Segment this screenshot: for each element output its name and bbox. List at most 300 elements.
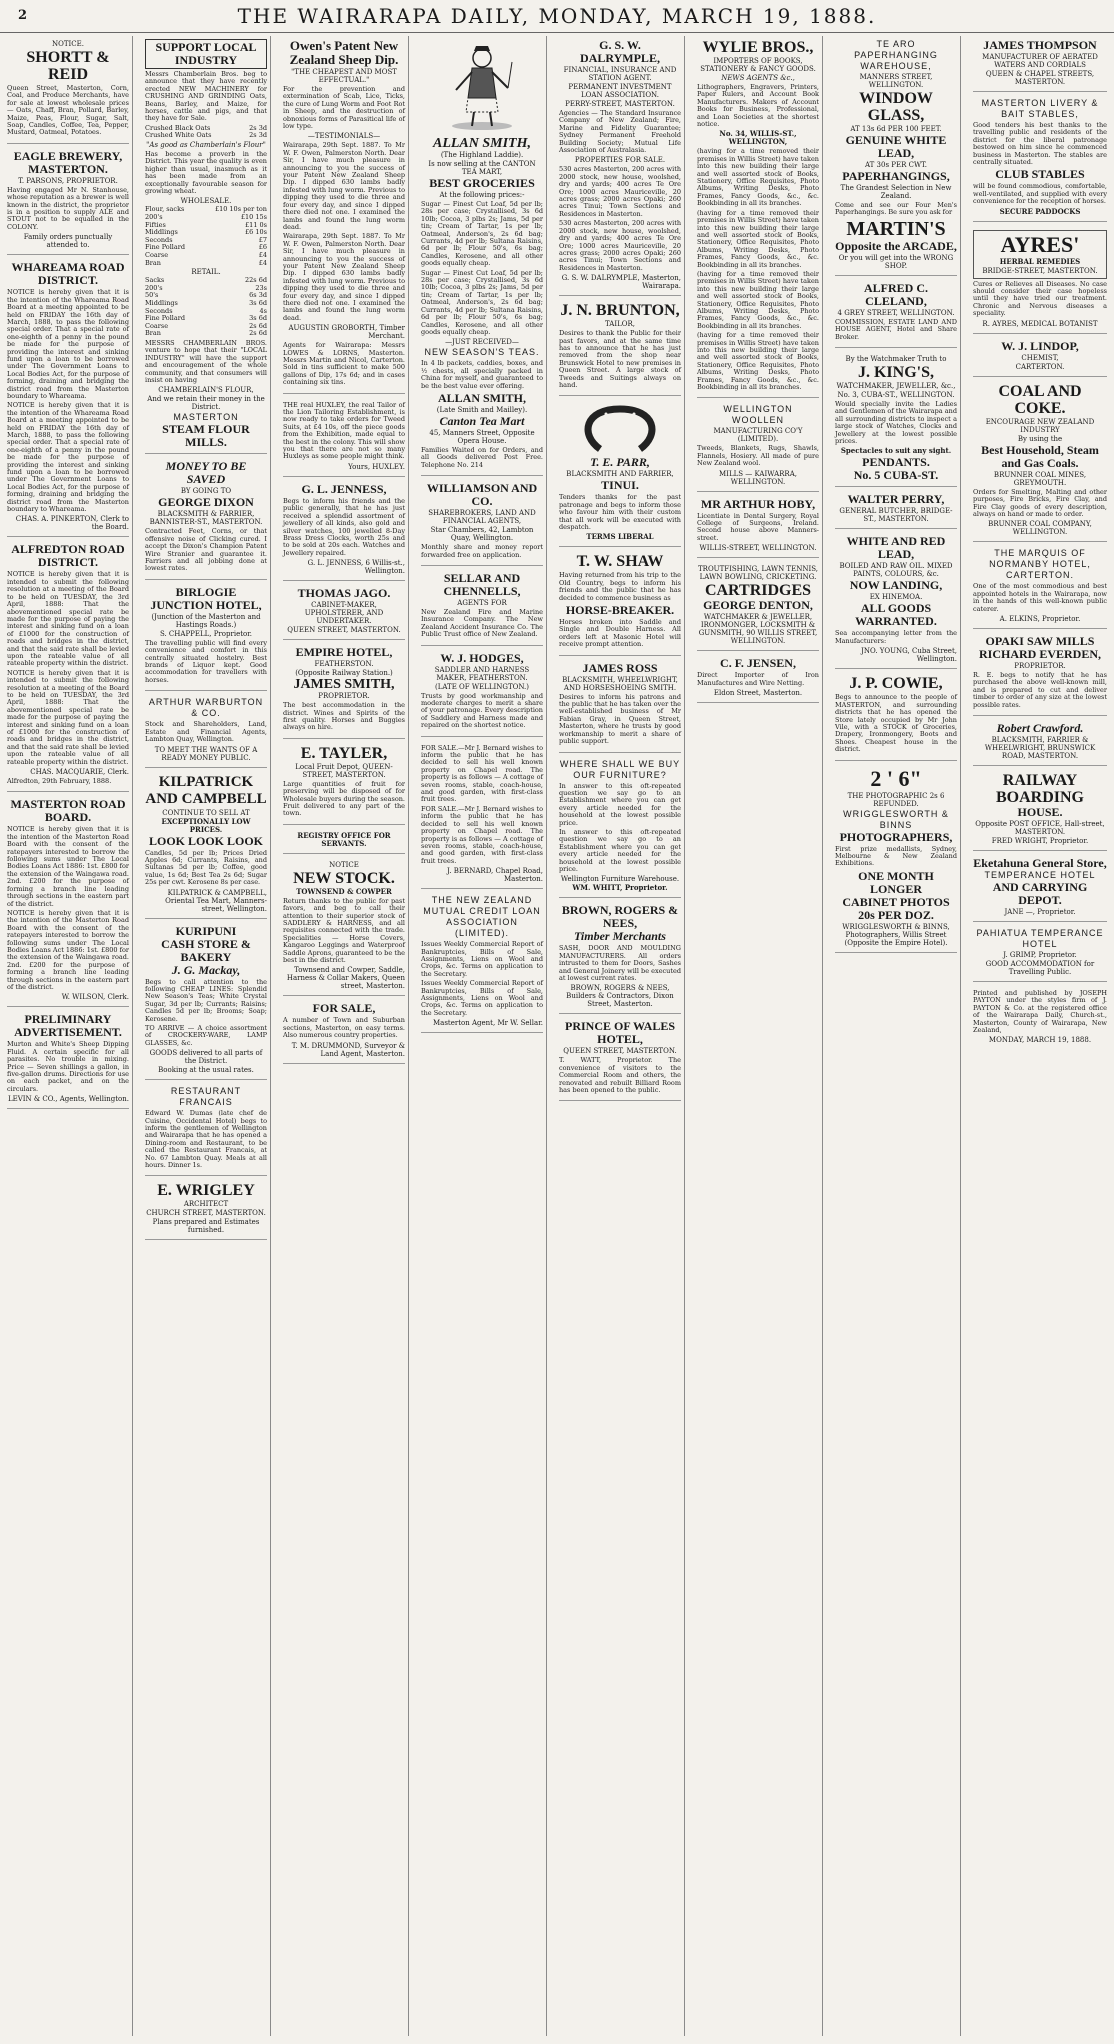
wrigley-ad [145,1179,267,1240]
crushed-item-name: Crushed White Oats [145,131,212,140]
new-season-teas: NEW SEASON'S TEAS. [424,347,540,358]
wylie-body: Lithographers, Engravers, Printers, Paper Rulers, and Account Book Manufacturers. Makers of Account Books for Business, Professional, and Loan Societies at the shortest notice. [697,83,819,129]
wholesale-item-name: Fine Pollard [145,243,186,252]
murton-white-ad [7,1010,129,1109]
empire-sub: (Opposite Railway Station.) [295,669,393,678]
teaoro-title: TE ARO PAPERHANGING WAREHOUSE, [854,39,938,71]
owens-sheep-dip-ad [283,36,405,394]
coal-sig: BRUNNER COAL COMPANY, WELLINGTON. [988,520,1092,537]
owens-testimonial-body-cont: Wairarapa, 29th Sept. 1887. To Mr W. F. Owen, Palmerston North. Dear Sir, I have much pleasure in announcing to you the success of your Patent New Zealand Sheep Dip. I dipped 630 lambs badly infested with lung worm. Previous to dipping they used to die three and four every day, and since I dipped there died not one. I examined the lambs and found the lung worm dead. [283,232,405,322]
paperhangings: PAPERHANGINGS, [842,169,950,183]
columns [4,36,1110,2036]
opaki-ad [973,632,1107,716]
brown-rogers-ad [559,901,681,1014]
fred-wright: FRED WRIGHT, Proprietor. [991,836,1089,845]
chamberlain-quote: "As good as Chamberlain's Flour" [146,141,266,150]
nzmutual-body: Issues Weekly Commercial Report of Bankruptcies, Bills of Sale, Assignments, Liens on Wool and Crops, &c. Terms on application to the Secretary. [421,940,543,978]
window-glass: WINDOW GLASS, [859,90,933,124]
imprint-body: Printed and published by JOSEPH PAYTON under the styles firm of J. PAYTON & Co. at the registered office of the Wairarapa Daily, Church-st., Masterton, County of Wairarapa, New Zealand, [973,988,1107,1034]
goods-warranted: ALL GOODS WARRANTED. [855,601,937,629]
whareama-body: NOTICE is hereby given that it is the intention of the Whareama Road Board at a meeting appointed to be held on FRIDAY the 16th day of March, 1888, to pass the following special order. That a special rate of one-eighth of a penny in the pound be made for the purpose of providing the interest and sinking fund upon a loan to be borrowed under The Government Loans to Local Bodies Act, for the purpose of forming, draining and bridging the district road from the Masterton boundary to Whareama. [7,288,129,400]
wylie-title: WYLIE BROS., [702,39,814,56]
kc-sub: CONTINUE TO SELL AT [162,808,250,817]
lindop-addr: CARTERTON. [1015,362,1065,371]
chamberlain-flour-label: CHAMBERLAIN'S FLOUR, [158,386,254,395]
masthead [0,0,1114,33]
wylie-body2: (having for a time removed their premises in Willis Street) have taken into this new building their large and well assorted stock of Books, Stationery, Office Requisites, Photo Albums, Writing Desks, Photo Frames, Fancy Goods, &c., &c. Bookbinding in all its branches. [697,147,819,208]
prices-intro: At the following prices:- [439,191,525,199]
townsend-body: Return thanks to the public for past favors, and beg to call their attention to their superior stock of SADDLERY & HARNESS, and all requisites connected with the trade. Specialities — Horse Covers, Kangaroo Leggings and Waterproof Saddle Aprons, guaranteed to be the best in the district. [283,896,405,965]
warburton-title: ARTHUR WARBURTON & CO. [148,697,264,719]
wrigglesworth-ad [835,764,957,953]
williamson-body: Monthly share and money report forwarded free on application. [421,543,543,559]
dixon-name: GEORGE DIXON [158,495,254,510]
dixon-sub: BLACKSMITH & FARRIER, BANNISTER-ST., MASTERTON. [149,510,263,527]
huxley-sig: Yours, HUXLEY. [348,462,405,471]
dalrymple-properties-cont: 530 acres Masterton, 200 acres with 2000 stock, new house, woolshed, dry and yards; 400 acres Te Ore Ore; 1000 acres Mauriceville, 20 acres grass; 2000 acres Opaki; 260 acres Tinui; Town Sections and Residences in Masterton. [559,219,681,272]
furniture-ad [559,756,681,899]
carrying-depot: AND CARRYING DEPOT. [992,879,1088,907]
lead-price: AT 30s PER CWT. [864,161,928,169]
spectacles: Spectacles to suit any sight. [840,446,952,456]
herbal-body: Cures or Relieves all Diseases. No case should consider their case hopeless until they have tried our treatment. Chronic and Nervous diseases a speciality. [973,279,1107,318]
eagle-body: Having engaged Mr N. Stanhouse, whose reputation as a brewer is well known in the district, the proprietor is in a position to supply ALE and STOUT not to be equalled in the COLONY. [7,185,129,231]
teaoro-ad [835,36,957,276]
tayler-body: Large quantities of fruit for preserving will be disposed of for Wholesale buyers during the season. Fruit delivered to any part of the town. [283,779,405,818]
young-ad [835,532,957,669]
wylie-body2-more: (having for a time removed their premises in Willis Street) have taken into this new building their large and well assorted stock of Books, Stationery, Office Requisites, Photo Albums, Writing Desks, Photo Frames, Fancy Goods, &c., &c. Bookbinding in all its branches. [697,269,819,330]
wholesale-item-price: £10 10s per ton [214,205,267,214]
photographers: PHOTOGRAPHERS, [839,829,953,844]
for-sale-title: FOR SALE, [312,1001,376,1016]
wholesale-item-price: £4 [258,258,267,267]
secure-paddocks: SECURE PADDOCKS [999,206,1081,216]
denton-ad [697,561,819,651]
dalrymple-addr: PERRY-STREET, MASTERTON. [565,100,675,108]
chamberlain-ad [145,36,267,454]
mrb-body: NOTICE is hereby given that it is the intention of the Masterton Road Board with the consent of the ratepayers interested to borrow the following sums under The Local Bodies Loans Act 1886: 1st. £800 for the extension of the Waingawa road. 2nd. £200 for the purpose of forming a branch line leading through sections in the eastern part of the district. [7,825,129,908]
retail-item-name: Sacks [145,276,165,285]
troutfishing: TROUTFISHING, LAWN TENNIS, LAWN BOWLING, CRICKETING. [698,565,818,582]
coal-title: COAL AND COKE. [998,382,1082,417]
warburton-ad [145,694,267,767]
wylie-sub2: NEWS AGENTS &c., [721,74,795,82]
shaw-title: T. W. SHAW [576,553,664,571]
jensen-addr: Eldon Street, Masterton. [713,689,803,698]
goods-free: GOODS delivered to all parts of the District. [149,1049,263,1066]
denton-sub: WATCHMAKER & JEWELLER, IRONMONGER, LOCKSMITH & GUNSMITH, 90 WILLIS STREET, WELLINGTON. [698,613,818,646]
uphol-body: In answer to this oft-repeated question we say go to an Establishment where you can get every article needed for the household at the lowest possible price. [559,781,681,827]
wylie-addr: No. 34, WILLIS-ST., WELLINGTON, [719,129,797,147]
mackay-arrive: TO ARRIVE — A choice assortment of CROCKERY-WARE, LAMP GLASSES, &c. [145,1023,267,1047]
kuripuni-ad [145,922,267,1081]
lindop-sub: CHEMIST, [1021,353,1059,362]
sellar-body: New Zealand Fire and Marine Insurance Company. The New Zealand Accident Insurance Co. The Public Trust office of New Zealand. [421,607,543,639]
retail-label: RETAIL. [191,268,221,277]
empire-title: EMPIRE HOTEL, [295,645,393,660]
wholesale-item-name: 200's [145,213,163,222]
tayler-ad [283,742,405,825]
pahiatua-ad [973,925,1107,982]
tayler-sub: Local Fruit Depot, QUEEN-STREET, MASTERTON. [295,762,393,779]
wholesale-label: WHOLESALE. [180,197,232,206]
just-received: —JUST RECEIVED— [445,338,519,347]
ross-sub: BLACKSMITH, WHEELWRIGHT, AND HORSESHOEING SMITH. [562,675,678,692]
allan-price-list: Sugar — Finest Cut Loaf, 5d per lb; 28s per case; Crystallised, 3s 6d 10lb; Cocoa, 3 plbs 2s; Jams, 5d per tin; Cream of Tartar, 1s per lb; Oatmeal, Anderson's, 2s 6d bag; Currants, 4d per lb; Sultana Raisins, 6d per lb; Flour 50's, 6s bag; Candles, Kerosene, and all other goods equally cheap. [421,200,543,268]
hodges-late: (LATE OF WELLINGTON.) [434,682,529,691]
kc-title: KILPATRICK AND CAMPBELL [145,773,267,807]
empire-body: The best accommodation in the district. Wines and Spirits of the first quality. Horses and Buggies always on hire. [283,701,405,732]
canton-addr: 45, Manners Street, Opposite Opera House. [429,428,535,445]
williamson-addr: Star Chambers, 42, Lambton Quay, Wellington. [430,526,534,543]
alfredton-body: NOTICE is hereby given that it is intended to submit the following resolution at a meeting of the Board to be held on TUESDAY, the 3rd April, 1888: That the abovementioned special rate be made for the purpose of paying the interest and sinking fund on a loan of £1000 for the construction of roads and bridges in the district, and that the said rate shall be levied upon the rateable value of all rateable property within the district. [7,570,129,668]
ross-title: JAMES ROSS [582,660,658,675]
cowie-body: Begs to announce to the people of MASTERTON, and surrounding districts that he has opened the Store lately occupied by Mr John Vile, with a STOCK of Groceries, Drapery, Ironmongery, Boots and Shoes. Cheapest house in the district. [835,693,957,754]
martins-intro: Come and see our Four Men's Paperhangings. Be sure you ask for [835,201,957,217]
junction-prop: S. CHAPPELL, Proprietor. [159,629,253,638]
shortt-body: Queen Street, Masterton, Corn, Coal, and Produce Merchants, have for sale at lowest wholesale prices — Oats, Chaff, Bran, Pollard, Barley, Maize, Peas, Flour, Sugar, Salt, Soap, Candles, Coffee, Tea, Pepper, Mustard, Oatmeal, Potatoes. [7,84,129,137]
retail-item-price: 6s 3d [249,291,267,300]
allan-price-list-cont: Sugar — Finest Cut Loaf, 5d per lb; 28s per case; Crystallised, 3s 6d 10lb; Cocoa, 3 plbs 2s; Jams, 5d per tin; Cream of Tartar, 1s per lb; Oatmeal, Anderson's, 2s 6d bag; Currants, 4d per lb; Sultana Raisins, 6d per lb; Flour 50's, 6s bag; Candles, Kerosene, and all other goods equally cheap. [421,268,543,336]
jenness-ad [283,480,405,581]
king-title: J. KING'S, [857,364,934,382]
parr-name: T. E. PARR, [590,455,650,470]
masterton-road-board-notice [7,795,129,1007]
herbal-addr: BRIDGE-STREET, MASTERTON. [982,266,1098,275]
livery-title: MASTERTON LIVERY & BAIT STABLES, [981,98,1099,119]
dixon-body: Contracted Feet, Corns, or that offensive noise of Clicking cured. I accept the Dixon's Champion Patent Wire Stranier and guarantee it. Farriers and all jobbing done at lowest rates. [145,527,267,573]
king-ad [835,351,957,487]
canton-body: Families Waited on for Orders, and all Goods delivered Post Free. Telephone No. 214 [421,445,543,469]
brunton-sub: TAILOR, [605,320,635,329]
kc-sig: KILPATRICK & CAMPBELL, Oriental Tea Mart, Manners-street, Wellington. [165,888,267,913]
photo-body: First prize medallists, Sydney, Melbourne & New Zealand Exhibitions. [835,844,957,868]
by-going: BY GOING TO [180,487,232,496]
nzmutual-sig: Masterton Agent, Mr W. Sellar. [433,1019,543,1028]
perry-title: WALTER PERRY, [847,492,945,507]
jenness-body: Begs to inform his friends and the public generally, that he has just received a splendid assortment of jewellery of all kinds, also gold and silver watches, 100 jewelled 8-Day Brass Dress Clocks, worth 25s and to be sold at 20s each. Watches and Jewellery repaired. [283,496,405,557]
teas-body: In 4 lb packets, caddies, boxes, and ½ chests, all specially packed in China for myself, and guaranteed to be the best value ever offering. [421,359,543,390]
hodges-body: Trusts by good workmanship and moderate charges to merit a share of your patronage. Every description of Saddlery and Harness made and repaired on the shortest notice. [421,691,543,730]
column-6 [694,36,823,2036]
normanby-body: One of the most commodious and best appointed hotels in the Wairarapa, now in the hands of this well-known public caterer. [973,582,1107,613]
herbal-title: HERBAL REMEDIES [999,256,1081,266]
normanby-ad [973,545,1107,629]
steam-flour-mills-title: STEAM FLOUR MILLS. [162,422,250,450]
retail-item-name: Seconds [145,306,173,315]
jago-title: THOMAS JAGO. [297,586,391,601]
uphol-sig: Wellington Furniture Warehouse. [560,875,680,884]
sea-body: Sea accompanying letter from the Manufacturers: [835,629,957,645]
eagle-title: EAGLE BREWERY, MASTERTON. [13,148,123,176]
newspaper-title: THE WAIRARAPA DAILY, MONDAY, MARCH 19, 1888. [237,4,877,28]
sellar-agents: AGENTS FOR [457,598,507,607]
empire-town: FEATHERSTON. [314,660,374,669]
alfredton-notice [7,540,129,792]
column-8 [970,36,1110,2036]
huxley-ad [283,397,405,477]
lindop-title: W. J. LINDOP, [1001,338,1079,353]
restaurant-ad [145,1083,267,1176]
king-addr: No. 3, CUBA-ST., WELLINGTON. [837,391,955,400]
wholesale-item-name: Seconds [145,235,173,244]
hoby-ad [697,495,819,559]
wholesale-row [145,260,267,268]
wholesale-item-name: Fifties [145,220,166,229]
wrigglesworth-name: WRIGGLESWORTH & BINNS [843,808,949,830]
everden-prop: PROPRIETOR. [1014,661,1066,670]
nzmutual-title: THE NEW ZEALAND MUTUAL CREDIT LOAN ASSOCIATION (LIMITED). [423,895,541,939]
forsale-body: FOR SALE.—Mr J. Bernard wishes to inform the public that he has decided to sell his well known property on Chapel road. The property is as follows — A cottage of seven rooms, stable, coach-house, and good garden, with first-class fruit trees. [421,743,543,804]
woollen-title: WELLINGTON WOOLLEN [723,404,793,426]
whareama-sig: CHAS. A. PINKERTON, Clerk to the Board. [15,515,129,532]
dalrymple-inv: PERMANENT INVESTMENT LOAN ASSOCIATION. [568,83,672,99]
allan-late: (Late Smith and Mailley). [436,405,528,414]
imprint-date: MONDAY, MARCH 19, 1888. [988,1036,1092,1045]
wholesale-item-price: £10 15s [240,213,267,222]
railway-boarding-ad [973,769,1107,851]
good-accommodation: GOOD ACCOMMODATION for Travelling Public. [985,959,1095,976]
owens-testimonial-body: Wairarapa, 29th Sept. 1887. To Mr W. F. Owen, Palmerston North. Dear Sir, I have much pleasure in announcing to you the success of your Patent New Zealand Sheep Dip. I dipped 630 lambs badly infested with lung worm. Previous to dipping they used to die three and four every day, and since I dipped there died not one. I examined the lambs and found the lung worm dead. [283,141,405,231]
empire-hotel-ad [283,643,405,739]
williamson-sub: SHAREBROKERS, LAND AND FINANCIAL AGENTS, [428,509,536,526]
wholesale-item-price: £4 [258,251,267,260]
williamson-title: WILLIAMSON AND CO. [426,481,538,509]
drummond-for-sale-ad [283,999,405,1063]
eketahuna-title: Eketahuna General Store, [973,855,1107,870]
column-1 [4,36,133,2036]
owens-title: Owen's Patent New Zealand Sheep Dip. [289,38,399,67]
railway-title: RAILWAY BOARDING [995,771,1084,806]
retail-price-list [145,277,267,338]
retail-item-price: 3s 6d [249,299,267,307]
retail-item-name: Middlings [145,299,178,307]
junction-hotel-ad [145,583,267,691]
opaki-title: OPAKI SAW MILLS [985,633,1095,648]
sellar-title: SELLAR AND CHENNELLS, [443,570,521,598]
jensen-ad [697,654,819,703]
williamson-ad [421,479,543,566]
woollen-sig: MILLS — KAIWARRA, WELLINGTON. [719,469,797,486]
mrb-sig: W. WILSON, Clerk. [61,993,129,1002]
cowie-price: 2 ' 6" [870,765,922,791]
brunton-title: J. N. BRUNTON, [560,302,680,320]
wholesale-row [145,252,267,260]
club-body: will be found commodious, comfortable, well-ventilated, and supplied with every convenience for the reception of horses. [973,182,1107,206]
retail-row [145,277,267,285]
shaw-body2: Horses broken into Saddle and Single and Double Harness. All orders left at Masonic Hotel will receive prompt attention. [559,618,681,649]
prince-of-wales-ad [559,1017,681,1101]
allan-name: ALLAN SMITH, [432,136,531,151]
column-5 [556,36,685,2036]
young-sig: JNO. YOUNG, Cuba Street, Wellington. [861,647,957,664]
chamberlain-intro: Messrs Chamberlain Bros. beg to announce that they have recently erected NEW MACHINERY for CRUSHING AND GRINDING Oats, Beans, Barley, and Maize, for horses, cattle and pigs, and that they have for Sale. [145,70,267,123]
temperance-title: TEMPERANCE HOTEL [984,869,1096,880]
restaurant-body: Edward W. Dumas (late chef de Cuisine, Occidental Hotel) begs to inform the gentlemen of Wellington and Wairarapa that he has opened a Dining-room and Restaurant, to be called the Restaurant Francais, at No. 67 Lambton Quay. Meals at all hours. Dinner 1s. [145,1109,267,1170]
crawford-name: Robert Crawford. [996,720,1084,735]
kilpatrick-campbell-ad [145,771,267,919]
parr-town: TINUI. [601,478,639,493]
jago-ad [283,584,405,640]
dalrymple-for-sale: PROPERTIES FOR SALE. [574,156,666,165]
livery-ad [973,95,1107,222]
chamberlain-quote-body: Has become a proverb in the District. This year the quality is even higher than usual, inasmuch as it has been made from an exceptionally favourable season for growing wheat. [145,150,267,196]
white-lead: GENUINE WHITE LEAD, [845,133,947,160]
retail-item-name: Coarse [145,321,169,330]
cleland-ad [835,279,957,348]
wylie-sub: IMPORTERS OF BOOKS, STATIONERY & FANCY GOODS. [700,57,816,73]
woollen-ad [697,401,819,491]
crawford-ad [973,719,1107,766]
kuripuni-title: KURIPUNI [175,923,237,938]
jane-prop: JANE —, Proprietor. [1004,907,1076,916]
column-4 [418,36,547,2036]
king-intro: By the Watchmaker Truth to [845,355,947,364]
normanby-title: THE MARQUIS OF NORMANBY HOTEL, CARTERTON. [989,548,1091,581]
hodges-ad [421,649,543,737]
wholesale-item-price: £11 0s [245,220,267,229]
kc-look: LOOK LOOK LOOK [148,833,264,848]
brunton-body: Desires to thank the Public for their past favors, and at the same time has to announce that he has just removed from the shop near Brunswick Hotel to new premises in Queen Street. A large stock of Tweeds and Suitings always on hand. [559,329,681,389]
ayres-ad [973,225,1107,334]
alfredton-title: ALFREDTON ROAD DISTRICT. [11,542,125,570]
thompson-addr: QUEEN & CHAPEL STREETS, MASTERTON. [985,70,1095,86]
crushed-item-price: 2s 3d [249,131,267,140]
martins-tail: Or you will get into the WRONG SHOP. [838,253,954,270]
retail-row [145,330,267,338]
thompson-sub: MANUFACTURER OF AERATED WATERS AND CORDIALS [982,53,1098,69]
column-3 [280,36,409,2036]
coal-encourage: ENCOURAGE NEW ZEALAND INDUSTRY [985,417,1095,434]
wholesale-item-price: £6 [258,243,267,252]
wholesale-item-name: Flour, sacks [145,205,185,214]
dalrymple-sub: FINANCIAL, INSURANCE AND STATION AGENT. [563,66,677,82]
grimp-prop: J. GRIMP, Proprietor. [1003,950,1077,959]
shortt-reid-ad [7,36,129,144]
chamberlain-hope: MESSRS CHAMBERLAIN BROS. venture to hope that their "LOCAL INDUSTRY" will have the support and encouragement of the whole community, and that consumers will insist on having [145,338,267,384]
forsale-body-cont: FOR SALE.—Mr J. Bernard wishes to inform the public that he has decided to sell his well known property on Chapel road. The property is as follows — A cottage of seven rooms, stable, coach-house, and good garden, with first-class fruit trees. [421,804,543,865]
brown-title: BROWN, ROGERS & NEES, [561,903,679,931]
dalrymple-sig: G. S. W. DALRYMPLE, Masterton, Wairarapa. [561,274,681,291]
wrigley-body: Plans prepared and Estimates furnished. [152,1218,260,1235]
brunner-coal-ad [973,380,1107,543]
highland-laddie-illustration [438,42,526,134]
retail-item-name: Fine Pollard [145,314,186,323]
owens-testimonial-sig: AUGUSTIN GROBORTH, Timber Merchant. [288,324,405,341]
ex-hinemoa: EX HINEMOA. [869,593,923,602]
tayler-title: E. TAYLER, [300,744,388,762]
for-sale-sig: T. M. DRUMMOND, Surveyor & Land Agent, Masterton. [291,1041,405,1058]
hoby-addr: WILLIS-STREET, WELLINGTON. [699,544,817,553]
cabinet-photos: CABINET PHOTOS 20s PER DOZ. [842,894,950,922]
dixon-ad [145,457,267,579]
hoby-title: MR ARTHUR HOBY, [700,496,816,511]
brunton-ad [559,299,681,396]
hodges-sub: SADDLER AND HARNESS MAKER, FEATHERSTON. [434,665,530,682]
cowie-title: J. P. COWIE, [849,675,943,693]
king-sub: WATCHMAKER, JEWELLER, &c., [836,382,956,391]
townsend-sig: Townsend and Cowper, Saddle, Harness & Collar Makers, Queen street, Masterton. [286,966,405,991]
brown-sub: Timber Merchants [574,929,666,944]
owens-testimonials: —TESTIMONIALS— [307,132,381,141]
now-landing: NOW LANDING, [849,578,943,593]
forsale-sig: J. BERNARD, Chapel Road, Masterton. [447,867,543,884]
mrb-body-cont: NOTICE is hereby given that it is the intention of the Masterton Road Board with the consent of the ratepayers interested to borrow the following sums under The Local Bodies Loans Act 1886: 1st. £800 for the extension of the Waingawa road. 2nd. £200 for the purpose of forming a branch line leading through sections in the eastern part of the district. [7,908,129,991]
dalrymple-body: Agencies — The Standard Insurance Company of New Zealand; Fire, Marine and Fidelity Guarantee; Sydney Permanent Freehold Building Society; Mutual Life Association of Australasia. [559,109,681,155]
ross-ad [559,659,681,753]
money-saved: MONEY TO BE SAVED [165,459,247,487]
owens-second-body: Agents for Wairarapa: Messrs LOWES & LORNS, Masterton. Messrs Martin and Nicol, Carterton. Sold in tins sufficient to make 500 gallons of Dip, 17s 6d; and in cases containing six tins. [283,341,405,387]
woollen-sub: MANUFACTURING CO'Y (LIMITED). [713,427,803,444]
wylie-body2-cont: (having for a time removed their premises in Willis Street) have taken into this new building their large and well assorted stock of Books, Stationery, Office Requisites, Photo Albums, Writing Desks, Photo Frames, Fancy Goods, &c., &c. Bookbinding in all its branches. [697,208,819,269]
perry-sub: GENERAL BUTCHER, BRIDGE-ST., MASTERTON. [839,507,953,524]
one-month-longer: ONE MONTH LONGER [858,868,934,896]
pahiatua-title: PAHIATUA TEMPERANCE HOTEL [976,927,1104,949]
king-addr2: No. 5 CUBA-ST. [853,468,939,483]
teaoro-addr: MANNERS STREET, WELLINGTON. [859,73,933,89]
townsend-notice: NOTICE [329,860,359,869]
column-2 [142,36,271,2036]
alfredton-body-cont: NOTICE is hereby given that it is intended to submit the following resolution at a meeting of the Board to be held on TUESDAY, the 3rd April, 1888: That the abovementioned special rate be made for the purpose of paying the interest and sinking fund on a loan of £1000 for the construction of roads and bridges in the district, and that the said rate shall be levied upon the rateable value of all rateable property within the district. [7,668,129,766]
window-price: AT 13s 6d PER 100 FEET. [850,125,942,133]
wholesale-item-name: Middlings [145,228,178,237]
registry-ad [283,828,405,854]
eagle-footer: Family orders punctually attended to. [23,233,113,250]
crushed-row [145,132,267,140]
prelim-title: PRELIMINARY ADVERTISEMENT. [14,1012,122,1040]
owens-intro: For the prevention and extermination of Scab, Lice, Ticks, the cure of Lung Worm and Foot Rot in Sheep, and the destruction of obnoxious forms of Parasitical life of low type. [283,85,405,131]
boiled-oil: BOILED AND RAW OIL. MIXED PAINTS, COLOURS, &c. [839,562,953,579]
mrb-title: MASTERTON ROAD BOARD. [10,797,126,825]
imprint [973,985,1107,1049]
eketahuna-ad [973,854,1107,922]
retail-item-price: 22s 6d [245,276,267,285]
support-local-title: SUPPORT LOCAL INDUSTRY [145,39,267,69]
shortt-title: SHORTT & REID [26,49,110,83]
murton-body: Murton and White's Sheep Dipping Fluid. A certain specific for all parasites. No trouble in mixing. Price — Seven shillings a gallon, in five-gallon drums. Directions for use on each packet, and on the circulars. [7,1040,129,1093]
crushed-item-price: 2s 3d [249,123,267,132]
jenness-title: G. L. JENNESS, [301,481,387,496]
canton-tea-mart: Canton Tea Mart [439,413,525,428]
cartridges-title: CARTRIDGES [704,582,812,600]
jago-addr: QUEEN STREET, MASTERTON. [287,626,401,635]
whareama-notice [7,258,129,537]
photo-sig: WRIGGLESWORTH & BINNS, Photographers, Willis Street (Opposite the Empire Hotel). [842,922,950,947]
retail-item-price: 23s [255,283,267,292]
horseshoe-illustration [570,405,670,453]
railway-house: HOUSE. [1017,804,1063,819]
uphol-title: WHERE SHALL WE BUY OUR FURNITURE? [559,758,681,780]
alfredton-date: Alfredton, 29th February, 1888. [7,777,112,786]
wrigley-role: ARCHITECT [183,1200,229,1209]
cleland-body: COMMISSION, ESTATE LAND AND HOUSE AGENT, Hotel and Share Broker. [835,317,957,341]
allan-sub: (The Highland Laddie). [440,151,524,159]
allan-now-selling: Is now selling at the CANTON TEA MART, [428,160,536,176]
wholesale-item-name: Coarse [145,251,169,260]
warburton-body: Stock and Shareholders, Land, Estate and Financial Agents, Lambton Quay, Wellington. [145,720,267,744]
king-body: Would specially invite the Ladies and Gentlemen of the Wairarapa and all surrounding districts to inspect a large stock of Watches, Clocks and Jewellery at the lowest possible prices. [835,400,957,446]
railway-addr: Opposite POST OFFICE, Hall-street, MASTERTON. [975,819,1105,836]
hodges-title: W. J. HODGES, [440,650,524,665]
chamberlain-retain: And we retain their money in the District. [147,395,265,412]
junction-title: BIRLOGIE JUNCTION HOTEL, [150,584,262,612]
paper-body: The Grandest Selection in New Zealand. [840,184,952,200]
kc-prices: EXCEPTIONALLY LOW PRICES. [161,816,251,834]
junction-sub: (Junction of the Masterton and Hastings Roads.) [151,612,261,629]
dalrymple-ad [559,36,681,296]
nz-mutual-ad [421,892,543,1033]
eagle-brewery-ad [7,147,129,255]
